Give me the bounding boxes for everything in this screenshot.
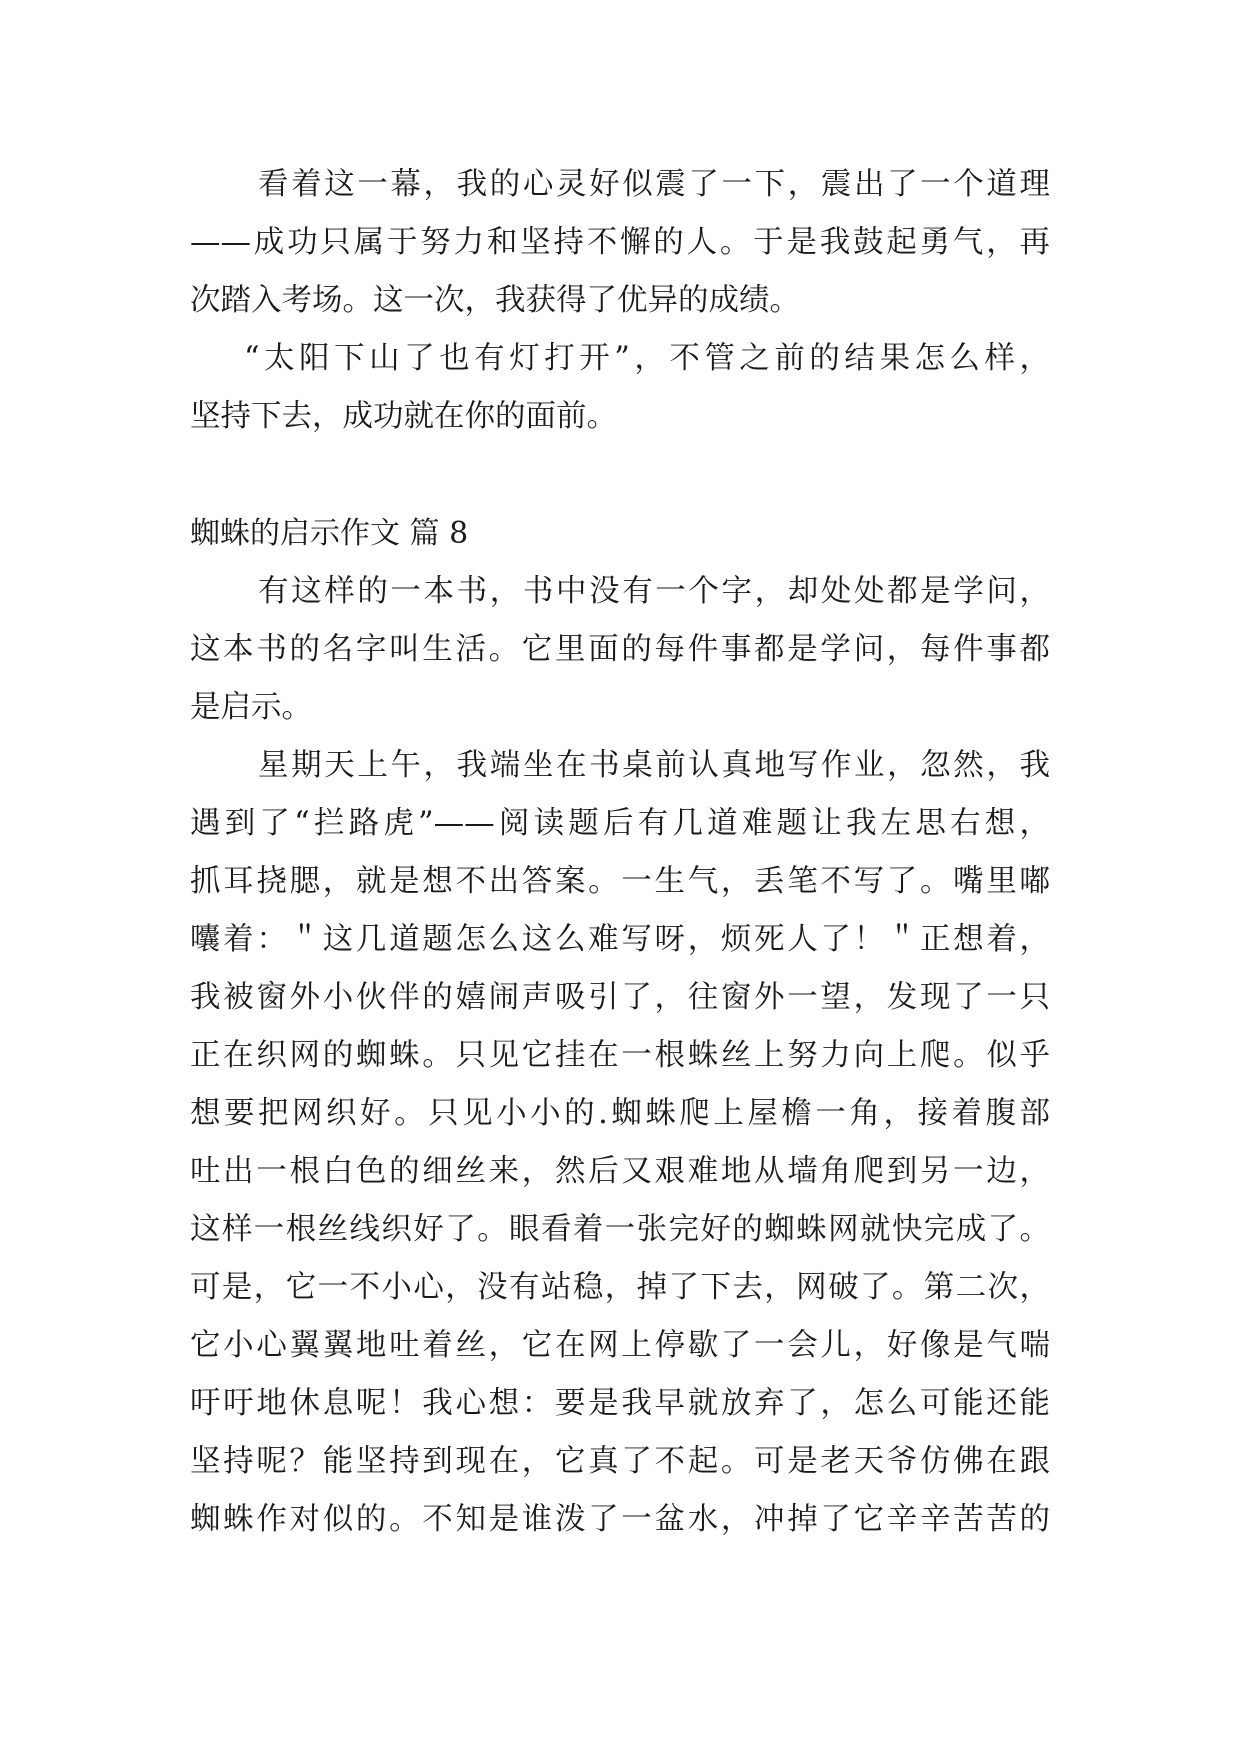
paragraph-line: 这样一根丝线织好了。眼看着一张完好的蜘蛛网就快完成了。 (190, 1212, 1050, 1247)
paragraph-line: 可是，它一不小心，没有站稳，掉了下去，网破了。第二次， (190, 1270, 1050, 1305)
paragraph-line: ——成功只属于努力和坚持不懈的人。于是我鼓起勇气，再 (190, 225, 1050, 260)
paragraph-line: 坚持下去，成功就在你的面前。 (190, 399, 617, 434)
paragraph-line: 蜘蛛作对似的。不知是谁泼了一盆水，冲掉了它辛辛苦苦的 (190, 1502, 1050, 1537)
paragraph-line: 这本书的名字叫生活。它里面的每件事都是学问，每件事都 (190, 632, 1050, 667)
paragraph-line: 想要把网织好。只见小小的.蜘蛛爬上屋檐一角，接着腹部 (190, 1096, 1050, 1131)
paragraph-line: “太阳下山了也有灯打开”，不管之前的结果怎么样， (244, 341, 1050, 376)
paragraph-line: 吁吁地休息呢！我心想：要是我早就放弃了，怎么可能还能 (190, 1386, 1050, 1421)
paragraph-line: 看着这一幕，我的心灵好似震了一下，震出了一个道理 (258, 167, 1050, 202)
paragraph-line: 有这样的一本书，书中没有一个字，却处处都是学问， (258, 574, 1050, 609)
paragraph-line: 星期天上午，我端坐在书桌前认真地写作业，忽然，我 (258, 748, 1050, 783)
section-heading: 蜘蛛的启示作文 篇 8 (190, 516, 469, 551)
paragraph-line: 抓耳挠腮，就是想不出答案。一生气，丢笔不写了。嘴里嘟 (190, 864, 1050, 899)
paragraph-line: 次踏入考场。这一次，我获得了优异的成绩。 (190, 283, 800, 318)
paragraph-line: 遇到了“拦路虎”——阅读题后有几道难题让我左思右想， (190, 806, 1050, 841)
paragraph-line: 坚持呢？能坚持到现在，它真了不起。可是老天爷仿佛在跟 (190, 1444, 1050, 1479)
paragraph-line: 是启示。 (190, 690, 312, 725)
paragraph-line: 我被窗外小伙伴的嬉闹声吸引了，往窗外一望，发现了一只 (190, 980, 1050, 1015)
paragraph-line: 囔着：＂这几道题怎么这么难写呀，烦死人了！＂正想着， (190, 922, 1050, 957)
paragraph-line: 正在织网的蜘蛛。只见它挂在一根蛛丝上努力向上爬。似乎 (190, 1038, 1050, 1073)
paragraph-line: 它小心翼翼地吐着丝，它在网上停歇了一会儿，好像是气喘 (190, 1328, 1050, 1363)
paragraph-line: 吐出一根白色的细丝来，然后又艰难地从墙角爬到另一边， (190, 1154, 1050, 1189)
